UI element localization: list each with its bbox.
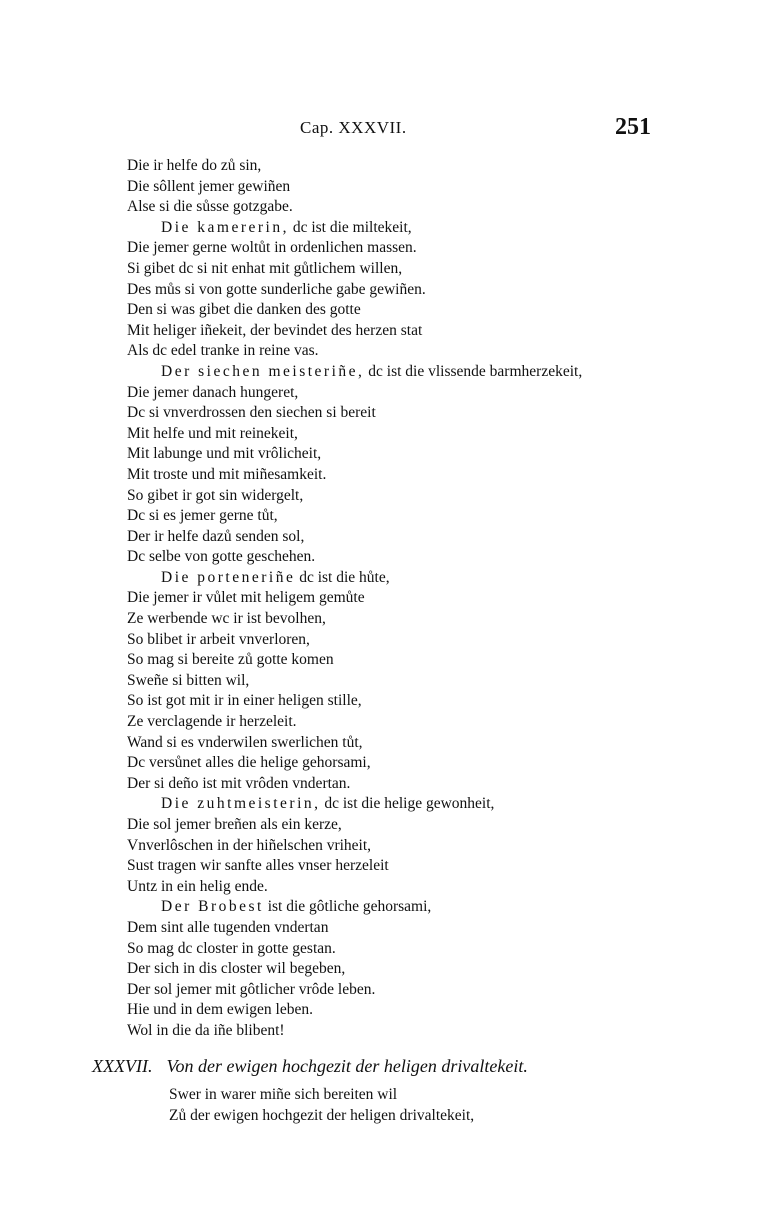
verse-text: So ist got mit ir in einer heligen stille,	[127, 692, 362, 710]
verse-text: Ze verclagende ir herzeleit.	[127, 713, 297, 731]
verse-text: Dem sint alle tugenden vndertan	[127, 918, 329, 936]
verse-text: Die sol jemer breñen als ein kerze,	[127, 816, 342, 833]
page-header	[0, 114, 768, 144]
verse-line	[127, 774, 687, 795]
verse-line	[127, 815, 687, 836]
verse-line	[127, 197, 687, 218]
verse-text: ist die gôtliche gehorsami,	[263, 898, 432, 916]
verse-line	[127, 836, 687, 857]
verse-block	[127, 156, 687, 1042]
verse-line	[127, 238, 687, 259]
verse-text: Mit heliger iñekeit, der bevindet des herzen stat	[127, 321, 423, 339]
verse-line	[127, 733, 687, 754]
office-name: Die zuhtmeisterin,	[161, 795, 321, 813]
verse-line	[127, 218, 687, 239]
verse-text: Den si was gibet die danken des gotte	[127, 301, 361, 319]
verse-text: dc ist die hůte,	[295, 568, 390, 586]
chapter-number: XXXVII.	[92, 1056, 153, 1076]
verse-text: Die sôllent jemer gewiñen	[127, 177, 291, 195]
office-name: Der Brobest	[161, 898, 264, 916]
verse-text: Dc versůnet alles die helige gehorsami,	[127, 754, 371, 772]
office-name: Die kamererin,	[161, 218, 289, 236]
verse-line	[127, 321, 687, 342]
verse-text: Die jemer ir vůlet mit heligem gemůte	[127, 589, 365, 607]
verse-text: Hie und in dem ewigen leben.	[127, 1001, 313, 1019]
verse-line	[127, 465, 687, 486]
verse-text: Mit helfe und mit reinekeit,	[127, 424, 298, 442]
verse-line	[127, 383, 687, 404]
verse-text: So gibet ir got sin widergelt,	[127, 486, 304, 504]
verse-line	[127, 1021, 687, 1042]
verse-line	[127, 403, 687, 424]
verse-line	[127, 671, 687, 692]
verse-text: Der ir helfe dazů senden sol,	[127, 527, 305, 545]
verse-text: Alse si die sůsse gotzgabe.	[127, 198, 293, 216]
verse-line	[127, 691, 687, 712]
verse-text: Vnverlôschen in der hiñelschen vriheit,	[127, 836, 372, 854]
running-title: Cap. XXXVII.	[300, 118, 407, 137]
verse-line	[127, 794, 687, 815]
office-name: Der siechen meisteriñe,	[161, 362, 365, 380]
verse-text: Wand si es vnderwilen swerlichen tůt,	[127, 733, 363, 751]
verse-text: Der sich in dis closter wil begeben,	[127, 960, 346, 978]
verse-text: dc ist die vlissende barmherzekeit,	[364, 362, 583, 380]
verse-text: Dc si es jemer gerne tůt,	[127, 507, 278, 525]
verse-line	[127, 1000, 687, 1021]
verse-line	[127, 568, 687, 589]
verse-line	[127, 527, 687, 548]
verse-line	[127, 856, 687, 877]
verse-text: Der si deño ist mit vrôden vndertan.	[127, 774, 351, 792]
verse-line	[127, 362, 687, 383]
verse-line	[127, 877, 687, 898]
verse-line	[127, 609, 687, 630]
verse-text: Untz in ein helig ende.	[127, 877, 268, 895]
verse-line	[127, 177, 687, 198]
verse-line	[127, 280, 687, 301]
verse-line	[127, 424, 687, 445]
verse-line	[127, 712, 687, 733]
verse-text: Dc si vnverdrossen den siechen si bereit	[127, 404, 376, 422]
verse-text: dc ist die helige gewonheit,	[320, 795, 495, 813]
verse-text: Mit labunge und mit vrôlicheit,	[127, 445, 322, 463]
verse-line	[127, 259, 687, 280]
verse-text: Als dc edel tranke in reine vas.	[127, 342, 319, 360]
verse-line	[127, 959, 687, 980]
verse-line	[127, 918, 687, 939]
verse-line	[127, 300, 687, 321]
verse-text: Sust tragen wir sanfte alles vnser herzeleit	[127, 857, 389, 875]
verse-line	[127, 650, 687, 671]
chapter-title: Von der ewigen hochgezit der heligen drivaltekeit.	[166, 1056, 528, 1076]
verse-text: Sweñe si bitten wil,	[127, 671, 250, 689]
verse-line	[127, 547, 687, 568]
verse-line	[127, 939, 687, 960]
verse-text: Des můs si von gotte sunderliche gabe gewiñen.	[127, 280, 426, 298]
verse-line	[127, 486, 687, 507]
verse-text: So blibet ir arbeit vnverloren,	[127, 630, 310, 648]
verse-text: Die jemer danach hungeret,	[127, 383, 299, 401]
verse-text: So mag si bereite zů gotte komen	[127, 651, 334, 669]
verse-text: Dc selbe von gotte geschehen.	[127, 548, 316, 566]
verse-line	[127, 506, 687, 527]
verse-text: Die ir helfe do zů sin,	[127, 157, 262, 174]
verse-text: Si gibet dc si nit enhat mit gůtlichem willen,	[127, 259, 403, 277]
verse-line	[127, 341, 687, 362]
verse-text: So mag dc closter in gotte gestan.	[127, 939, 336, 957]
verse-text: Die jemer gerne woltůt in ordenlichen massen.	[127, 239, 417, 257]
verse-text: dc ist die miltekeit,	[288, 218, 412, 236]
verse-text: Mit troste und mit miñesamkeit.	[127, 465, 327, 483]
page-number: 251	[615, 114, 651, 140]
verse-text: Der sol jemer mit gôtlicher vrôde leben.	[127, 980, 376, 998]
verse-line	[127, 753, 687, 774]
verse-line	[127, 588, 687, 609]
verse-line	[127, 897, 687, 918]
verse-text: Ze werbende wc ir ist bevolhen,	[127, 610, 326, 628]
verse-line	[127, 156, 687, 177]
chapter-text-block	[169, 1085, 689, 1126]
chapter-line: Swer in warer miñe sich bereiten wil	[169, 1086, 398, 1103]
chapter-heading	[92, 1056, 652, 1077]
verse-line	[127, 980, 687, 1001]
chapter-line: Zů der ewigen hochgezit der heligen drivaltekeit,	[169, 1106, 475, 1124]
office-name: Die porteneriñe	[161, 568, 296, 586]
verse-text: Wol in die da iñe blibent!	[127, 1021, 285, 1039]
verse-line	[127, 444, 687, 465]
verse-line	[127, 630, 687, 651]
